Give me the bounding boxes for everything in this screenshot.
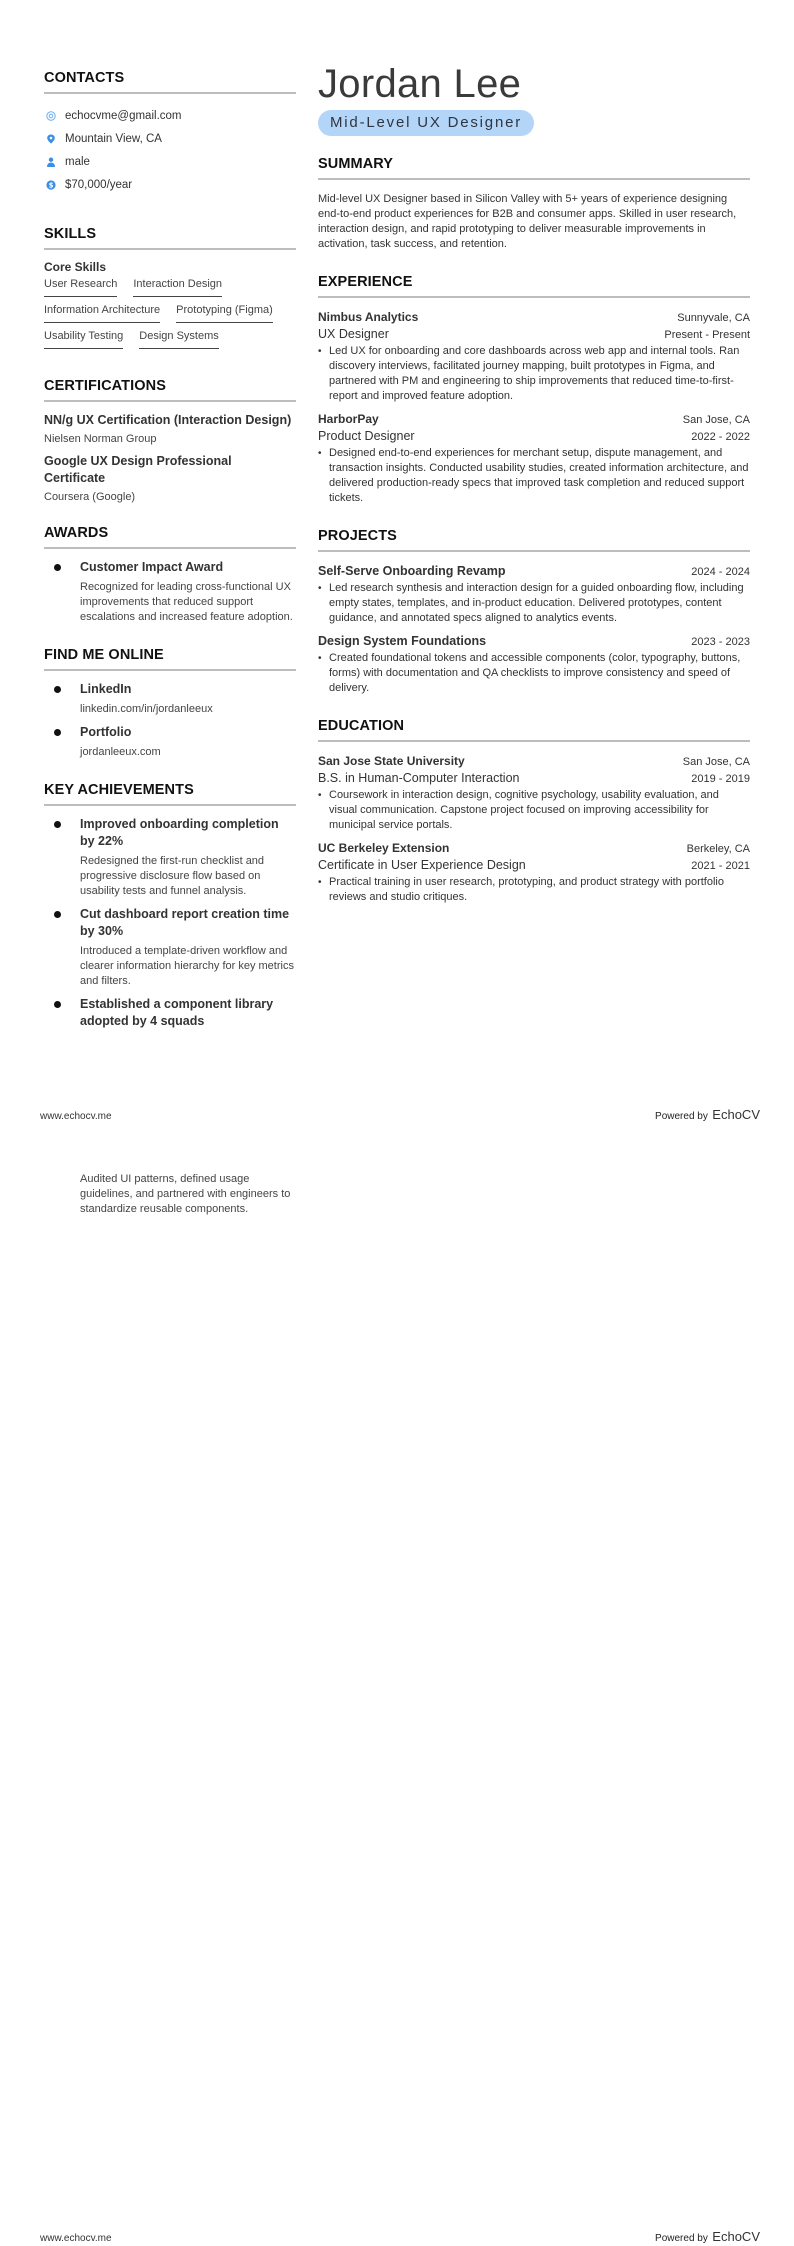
certification-item xyxy=(44,453,296,503)
at-icon xyxy=(46,111,56,121)
job-dates: 2022 - 2022 xyxy=(691,431,750,443)
left-column xyxy=(44,70,296,1052)
contact-location xyxy=(44,127,296,150)
degree: Certificate in User Experience Design xyxy=(318,858,526,872)
bullet-dot-icon xyxy=(54,821,61,828)
skill-tag: Usability Testing xyxy=(44,330,123,349)
projects-heading: PROJECTS xyxy=(318,528,750,552)
contact-gender xyxy=(44,150,296,173)
skill-group-title: Core Skills xyxy=(44,260,107,274)
bullet-dot-icon xyxy=(54,911,61,918)
online-heading: FIND ME ONLINE xyxy=(44,647,296,671)
achievement-title: Improved onboarding completion by 22% xyxy=(80,817,279,848)
page-footer xyxy=(40,1106,760,1124)
certification-org: Nielsen Norman Group xyxy=(44,433,157,445)
certifications-section xyxy=(44,378,296,503)
achievement-title: Established a component library adopted by 4 squads xyxy=(80,997,274,1028)
footer-powered-by: Powered by EchoCV xyxy=(655,1107,760,1122)
skill-tag: Prototyping (Figma) xyxy=(176,304,273,323)
education-entry xyxy=(318,754,750,833)
job-role: UX Designer xyxy=(318,327,389,341)
contact-salary xyxy=(44,173,296,196)
awards-section xyxy=(44,525,296,625)
achievement-desc: Introduced a template-driven workflow and clearer information hierarchy for key metrics and filters. xyxy=(80,945,294,987)
skill-tag: Interaction Design xyxy=(133,278,222,297)
achievement-title: Cut dashboard report creation time by 30% xyxy=(80,907,290,938)
achievement-desc: Redesigned the first-run checklist and progressive disclosure flow based on usability tests and funnel analysis. xyxy=(80,855,265,897)
education-section xyxy=(318,718,750,905)
candidate-name: Jordan Lee xyxy=(318,62,522,106)
bullet-dot-icon xyxy=(54,729,61,736)
bullet-dot-icon xyxy=(54,564,61,571)
contacts-heading: CONTACTS xyxy=(44,70,296,94)
education-heading: EDUCATION xyxy=(318,718,750,742)
project-name: Design System Foundations xyxy=(318,634,487,648)
company-location: Sunnyvale, CA xyxy=(677,312,750,324)
achievements-heading: KEY ACHIEVEMENTS xyxy=(44,782,296,806)
education-entry xyxy=(318,841,750,905)
contact-location-value: Mountain View, CA xyxy=(65,132,162,145)
job-bullet: • Led UX for onboarding and core dashboards across web app and internal tools. Ran discovery interviews, facilitated journey mapping, built prototypes in Figma, and partnered with PM and engineering to ship improvements that reduced time-to-first-report and improved feature adoption. xyxy=(318,344,750,404)
online-link[interactable]: jordanleeux.com xyxy=(80,746,161,758)
contact-salary-value: $70,000/year xyxy=(65,178,133,191)
footer-brand: EchoCV xyxy=(712,2229,760,2244)
summary-section xyxy=(318,156,750,252)
skill-tag: Design Systems xyxy=(139,330,218,349)
achievement-desc-overflow: Audited UI patterns, defined usage guidelines, and partnered with engineers to standardize reusable components. xyxy=(80,1173,291,1215)
footer-site-link[interactable]: www.echocv.me xyxy=(40,2233,112,2244)
degree: B.S. in Human-Computer Interaction xyxy=(318,771,520,785)
certification-org: Coursera (Google) xyxy=(44,491,136,503)
svg-text:$: $ xyxy=(48,181,54,190)
project-entry xyxy=(318,634,750,696)
contacts-section xyxy=(44,70,296,196)
certification-name: Google UX Design Professional Certificate xyxy=(44,454,232,485)
online-item-linkedin xyxy=(44,681,296,717)
footer-site-link[interactable]: www.echocv.me xyxy=(40,1111,112,1122)
skill-tag: Information Architecture xyxy=(44,304,160,323)
contact-email-value[interactable]: echocvme@gmail.com xyxy=(65,109,182,122)
project-dates: 2024 - 2024 xyxy=(691,566,750,578)
company-name: HarborPay xyxy=(318,412,379,426)
contact-gender-value: male xyxy=(65,155,90,168)
certifications-heading: CERTIFICATIONS xyxy=(44,378,296,402)
certification-name: NN/g UX Certification (Interaction Design) xyxy=(44,413,292,427)
online-label: Portfolio xyxy=(80,725,132,739)
bullet-dot-icon xyxy=(54,1001,61,1008)
page-footer-2 xyxy=(40,2228,760,2246)
dollar-icon xyxy=(46,180,56,190)
education-dates: 2021 - 2021 xyxy=(691,860,750,872)
skills-heading: SKILLS xyxy=(44,226,296,250)
company-location: San Jose, CA xyxy=(682,414,750,426)
job-title-badge: Mid-Level UX Designer xyxy=(318,110,534,136)
skill-tag: User Research xyxy=(44,278,117,297)
person-icon xyxy=(46,157,56,167)
contact-email xyxy=(44,104,296,127)
project-bullet: • Created foundational tokens and accessible components (color, typography, buttons, forms) with documentation and QA checklists to improve consistency and speed of delivery. xyxy=(318,651,750,696)
award-item xyxy=(44,559,296,625)
job-bullet: • Designed end-to-end experiences for merchant setup, dispute management, and transaction insights. Conducted usability studies, created information architecture, and delivered production-ready specs that improved task completion and reduced support tickets. xyxy=(318,446,750,506)
experience-heading: EXPERIENCE xyxy=(318,274,750,298)
school-name: UC Berkeley Extension xyxy=(318,841,450,855)
right-column xyxy=(318,62,750,913)
achievements-section xyxy=(44,782,296,1030)
online-item-portfolio xyxy=(44,724,296,760)
job-dates: Present - Present xyxy=(664,329,750,341)
footer-powered-by: Powered by EchoCV xyxy=(655,2229,760,2244)
footer-brand: EchoCV xyxy=(712,1107,760,1122)
education-bullet: • Coursework in interaction design, cognitive psychology, usability evaluation, and visual communication. Capstone project focused on improving accessibility for municipal service portals. xyxy=(318,788,750,833)
certification-item xyxy=(44,412,296,445)
skills-section xyxy=(44,226,296,356)
school-name: San Jose State University xyxy=(318,754,465,768)
bullet-dot-icon xyxy=(54,686,61,693)
online-section xyxy=(44,647,296,760)
school-location: San Jose, CA xyxy=(682,756,750,768)
job-role: Product Designer xyxy=(318,429,415,443)
achievement-item xyxy=(44,816,296,899)
summary-text: Mid-level UX Designer based in Silicon Valley with 5+ years of experience designing end-to-end product experiences for B2B and consumer apps. Skilled in user research, interaction design, and rapid prototyping to deliver measurable improvements in activation, task success, and retention. xyxy=(318,193,737,250)
project-name: Self-Serve Onboarding Revamp xyxy=(318,564,506,578)
achievement-item xyxy=(44,906,296,989)
location-pin-icon xyxy=(46,134,56,144)
award-desc: Recognized for leading cross-functional UX improvements that reduced support escalations and increased feature adoption. xyxy=(80,581,293,623)
education-dates: 2019 - 2019 xyxy=(691,773,750,785)
experience-entry xyxy=(318,310,750,404)
company-name: Nimbus Analytics xyxy=(318,310,419,324)
skill-tags xyxy=(44,278,296,356)
award-title: Customer Impact Award xyxy=(80,560,224,574)
school-location: Berkeley, CA xyxy=(686,843,750,855)
achievement-item xyxy=(44,996,296,1030)
summary-heading: SUMMARY xyxy=(318,156,750,180)
education-bullet: • Practical training in user research, prototyping, and product strategy with portfolio reviews and studio critiques. xyxy=(318,875,750,905)
awards-heading: AWARDS xyxy=(44,525,296,549)
projects-section xyxy=(318,528,750,696)
project-dates: 2023 - 2023 xyxy=(691,636,750,648)
experience-entry xyxy=(318,412,750,506)
project-entry xyxy=(318,564,750,626)
online-link[interactable]: linkedin.com/in/jordanleeux xyxy=(80,703,213,715)
project-bullet: • Led research synthesis and interaction design for a guided onboarding flow, including empty states, templates, and in-product education. Delivered prototypes, content guidance, and annotated specs aligned to analytics events. xyxy=(318,581,750,626)
experience-section xyxy=(318,274,750,506)
online-label: LinkedIn xyxy=(80,682,132,696)
